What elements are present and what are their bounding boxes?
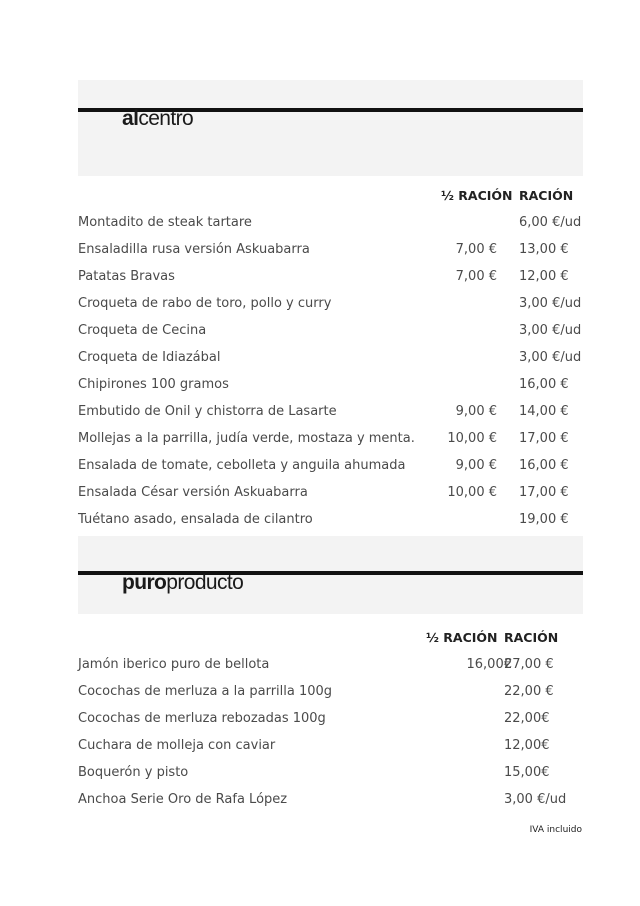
menu-item-price: 3,00 €/ud [504, 792, 567, 807]
menu-item-name: Ensalada César versión Askuabarra [78, 485, 308, 500]
menu-item-name: Croqueta de Idiazábal [78, 350, 221, 365]
menu-item-price: 14,00 € [519, 404, 569, 419]
menu-item-price: 3,00 €/ud [519, 350, 582, 365]
menu-item-name: Anchoa Serie Oro de Rafa López [78, 792, 288, 807]
menu-item-row [0, 709, 640, 729]
menu-item-name: Croqueta de Cecina [78, 323, 207, 338]
menu-item-half-price: 9,00 € [455, 404, 497, 419]
menu-item-row [0, 321, 640, 341]
column-header-ration: RACIÓN [504, 630, 559, 645]
menu-item-price: 15,00€ [504, 765, 550, 780]
menu-item-price: 16,00 € [519, 377, 569, 392]
menu-item-name: Boquerón y pisto [78, 765, 189, 780]
section-title-bold: puro [122, 571, 167, 594]
menu-item-row [0, 790, 640, 810]
tax-footnote: IVA incluido [529, 825, 582, 835]
menu-item-price: 12,00€ [504, 738, 550, 753]
menu-item-name: Patatas Bravas [78, 269, 175, 284]
menu-item-row [0, 294, 640, 314]
menu-item-name: Cocochas de merluza rebozadas 100g [78, 711, 326, 726]
menu-item-name: Ensaladilla rusa versión Askuabarra [78, 242, 310, 257]
column-header-ration: RACIÓN [519, 188, 574, 203]
menu-item-name: Montadito de steak tartare [78, 215, 252, 230]
menu-item-price: 22,00 € [504, 684, 554, 699]
menu-item-row [0, 736, 640, 756]
menu-item-row [0, 375, 640, 395]
menu-item-price: 17,00 € [519, 431, 569, 446]
section-title-light: centro [138, 107, 194, 130]
menu-item-half-price: 7,00 € [455, 269, 497, 284]
menu-item-name: Mollejas a la parrilla, judía verde, mostaza y menta. [78, 431, 415, 446]
menu-item-row [0, 267, 640, 287]
menu-item-name: Ensalada de tomate, cebolleta y anguila ahumada [78, 458, 406, 473]
menu-item-row [0, 348, 640, 368]
menu-item-row [0, 402, 640, 422]
menu-item-price: 12,00 € [519, 269, 569, 284]
menu-item-price: 3,00 €/ud [519, 296, 582, 311]
menu-item-row [0, 763, 640, 783]
section-title-alcentro [122, 107, 193, 131]
menu-item-row [0, 483, 640, 503]
menu-item-name: Jamón iberico puro de bellota [78, 657, 270, 672]
menu-item-row [0, 682, 640, 702]
menu-item-price: 17,00 € [519, 485, 569, 500]
menu-item-half-price: 9,00 € [455, 458, 497, 473]
menu-item-price: 13,00 € [519, 242, 569, 257]
menu-item-price: 27,00 € [504, 657, 554, 672]
menu-item-name: Cuchara de molleja con caviar [78, 738, 276, 753]
menu-item-name: Embutido de Onil y chistorra de Lasarte [78, 404, 337, 419]
menu-item-half-price: 16,00€ [466, 657, 512, 672]
menu-item-half-price: 10,00 € [447, 431, 497, 446]
menu-item-name: Croqueta de rabo de toro, pollo y curry [78, 296, 332, 311]
section-title-bold: al [122, 107, 139, 130]
menu-item-row [0, 510, 640, 530]
menu-item-price: 6,00 €/ud [519, 215, 582, 230]
menu-item-price: 16,00 € [519, 458, 569, 473]
menu-item-half-price: 10,00 € [447, 485, 497, 500]
column-header-half-ration: ½ RACIÓN [426, 630, 498, 645]
section-title-light: producto [166, 571, 244, 594]
menu-item-price: 22,00€ [504, 711, 550, 726]
menu-item-name: Cocochas de merluza a la parrilla 100g [78, 684, 333, 699]
menu-item-row [0, 655, 640, 675]
menu-item-name: Chipirones 100 gramos [78, 377, 229, 392]
menu-item-row [0, 429, 640, 449]
menu-item-row [0, 456, 640, 476]
menu-item-price: 19,00 € [519, 512, 569, 527]
column-header-half-ration: ½ RACIÓN [441, 188, 513, 203]
menu-item-row [0, 240, 640, 260]
section-title-puroproducto [122, 571, 243, 595]
menu-item-half-price: 7,00 € [455, 242, 497, 257]
menu-item-row [0, 213, 640, 233]
menu-item-name: Tuétano asado, ensalada de cilantro [78, 512, 313, 527]
menu-item-price: 3,00 €/ud [519, 323, 582, 338]
